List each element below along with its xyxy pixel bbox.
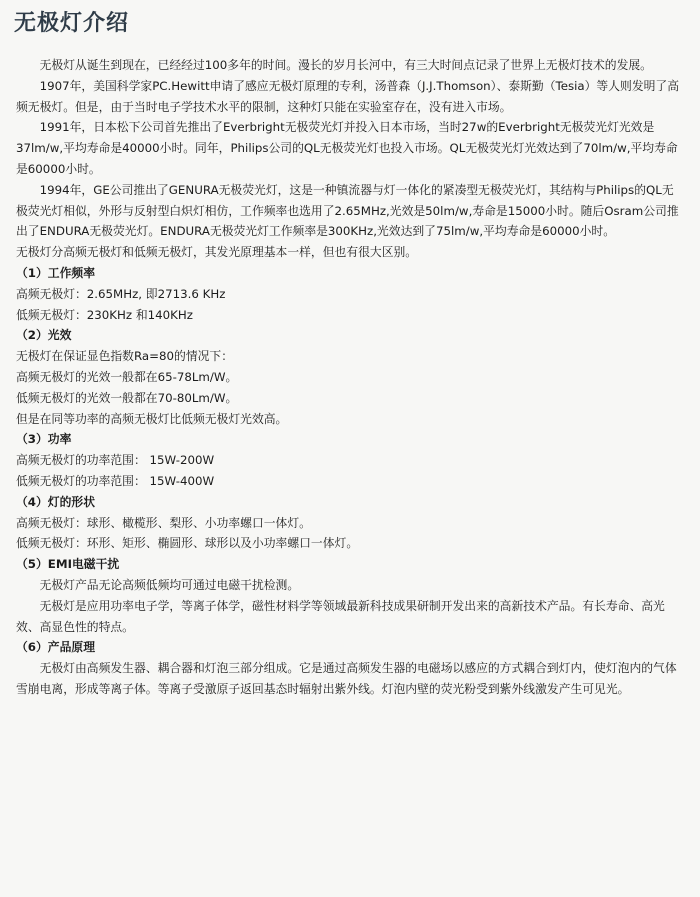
section-heading: （1）工作频率 [16,265,95,280]
paragraph: 无极灯由高频发生器、耦合器和灯泡三部分组成。它是通过高频发生器的电磁场以感应的方式耦合到灯内，使灯泡内的气体雪崩电离，形成等离子体。等离子受激原子返回基态时辐射出紫外线。灯泡内壁的荧光粉受到紫外线激发产生可见光。 [16,661,677,696]
page-title: 无极灯介绍 [14,11,130,36]
section-heading: （2）光效 [16,328,72,343]
section-heading: （3）功率 [16,432,72,447]
paragraph: 低频无极灯：230KHz 和140KHz [16,307,193,322]
section-heading: （4）灯的形状 [16,494,95,509]
paragraph: 无极灯在保证显色指数Ra=80的情况下： [16,349,234,364]
paragraph: 低频无极灯：环形、矩形、椭圆形、球形以及小功率螺口一体灯。 [16,536,359,551]
paragraph: 高频无极灯的功率范围： 15W-200W [16,453,215,468]
section-heading: （5）EMI电磁干扰 [16,557,120,572]
paragraph: 但是在同等功率的高频无极灯比低频无极灯光效高。 [16,411,288,426]
paragraph: 1994年，GE公司推出了GENURA无极荧光灯，这是一种镇流器与灯一体化的紧凑型无极荧光灯，其结构与Philips的QL无极荧光灯相似，外形与反射型白炽灯相仿，工作频率也选用了2.65MHz,光效是50lm/w,寿命是15000小时。随后Osram公司推出了ENDURA无极荧光灯。ENDURA无极荧光灯工作频率是300KHz,光效达到了75lm/w,平均寿命是60000小时。 [16,182,679,239]
paragraph: 无极灯产品无论高频低频均可通过电磁干扰检测。 [39,577,300,592]
paragraph: 高频无极灯：球形、橄榄形、梨形、小功率螺口一体灯。 [16,515,311,530]
section-heading: （6）产品原理 [16,640,95,655]
paragraph: 高频无极灯的光效一般都在65-78Lm/W。 [16,369,238,384]
paragraph: 无极灯从诞生到现在，已经经过100多年的时间。漫长的岁月长河中，有三大时间点记录了世界上无极灯技术的发展。 [39,58,652,72]
paragraph: 低频无极灯的光效一般都在70-80Lm/W。 [16,390,238,405]
paragraph: 无极灯是应用功率电子学，等离子体学，磁性材料学等领域最新科技成果研制开发出来的高新技术产品。有长寿命、高光效、高显色性的特点。 [16,598,665,634]
document-body [16,55,684,700]
paragraph: 低频无极灯的功率范围： 15W-400W [16,473,215,488]
paragraph: 无极灯分高频无极灯和低频无极灯，其发光原理基本一样，但也有很大区别。 [16,245,418,260]
paragraph: 1907年，美国科学家PC.Hewitt申请了感应无极灯原理的专利，汤普森（J.J.Thomson）、泰斯勤（Tesia）等人则发明了高频无极灯。但是，由于当时电子学技术水平的限制，这种灯只能在实验室存在，没有进入市场。 [16,78,680,114]
paragraph: 高频无极灯：2.65MHz, 即2713.6 KHz [16,286,226,301]
paragraph: 1991年，日本松下公司首先推出了Everbright无极荧光灯并投入日本市场，当时27w的Everbright无极荧光灯光效是37lm/w,平均寿命是40000小时。同年，Philips公司的QL无极荧光灯也投入市场。QL无极荧光灯光效达到了70lm/w,平均寿命是60000小时。 [16,120,678,176]
